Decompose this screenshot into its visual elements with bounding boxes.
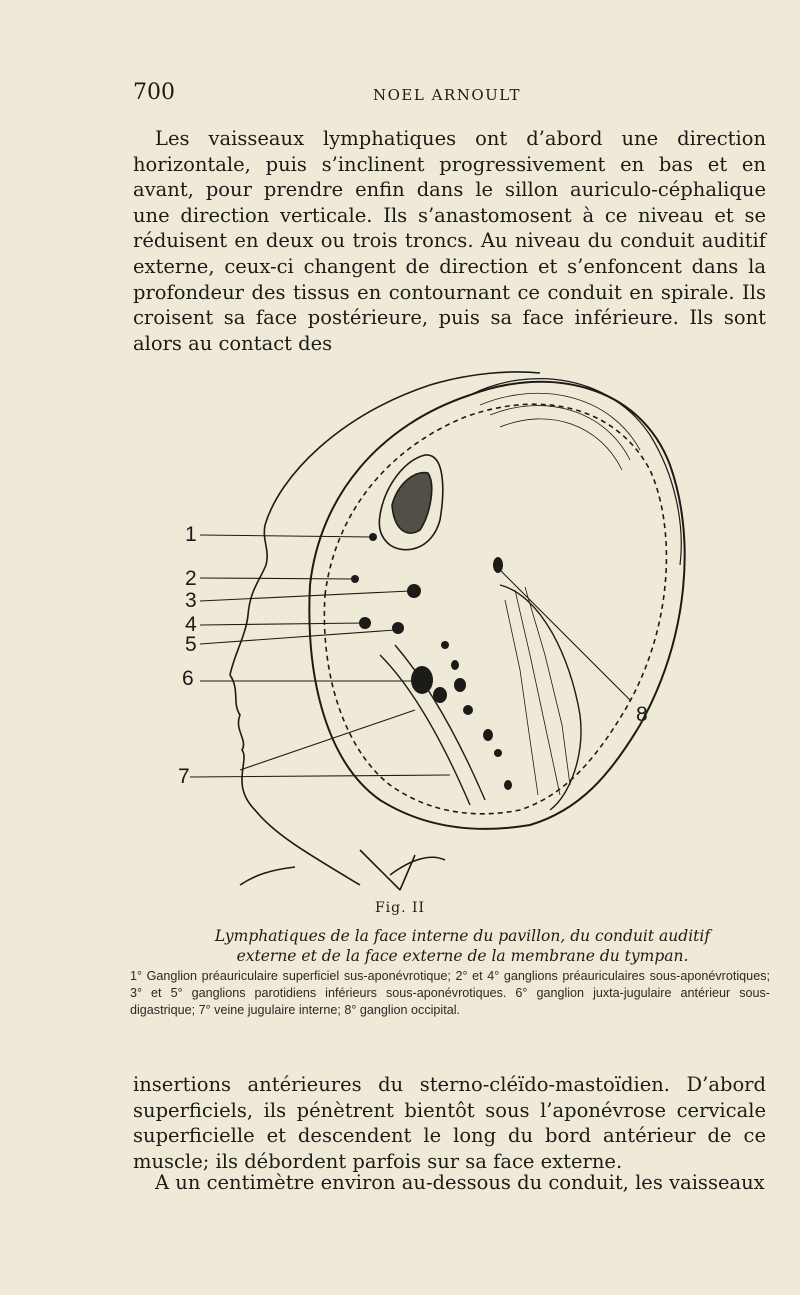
paragraph-3: [133, 1170, 766, 1196]
paragraph-3-text: A un centimètre environ au-dessous du conduit, les vaisseaux: [155, 1171, 765, 1194]
figure-label-1: 1: [185, 523, 197, 546]
figure-label-8: 8: [636, 703, 648, 726]
page-number: 700: [133, 80, 175, 105]
figure-legend: 1° Ganglion préauriculaire superficiel sus-aponévrotique; 2° et 4° ganglions préauriculaires sous-aponévrotiques; 3° et 5° ganglions parotidiens inférieurs sous-aponévrotiques. 6° ganglion juxta-jugulaire antérieur sous-digastrique; 7° veine jugulaire interne; 8° ganglion occipital.: [130, 969, 770, 1017]
figure-label-4: 4: [185, 613, 197, 636]
figure-label-5: 5: [185, 633, 197, 656]
paragraph-1: [133, 126, 766, 356]
figure-label-2: 2: [185, 567, 197, 590]
figure-label-7: 7: [178, 765, 190, 788]
page-header: [133, 80, 763, 110]
paragraph-2: insertions antérieures du sterno-cléïdo-mastoïdien. D’abord superficiels, ils pénètrent bientôt sous l’aponévrose cervicale superficielle et descendent le long du bord antérieur de ce muscle; ils débordent parfois sur sa face externe.: [133, 1073, 766, 1173]
paragraph-1-text: Les vaisseaux lymphatiques ont d’abord une direction horizontale, puis s’inclinent progressivement en bas et en avant, pour prendre enfin dans le sillon auriculo-céphalique une direction verticale. Ils s’anastomosent à ce niveau et se réduisent en deux ou trois troncs. Au niveau du conduit auditif externe, ceux-ci changent de direction et s’enfoncent dans la profondeur des tissus en contournant ce conduit en spirale. Ils croisent sa face postérieure, puis sa face inférieure. Ils sont alors au contact des: [133, 127, 766, 355]
head-ear-illustration: [170, 355, 730, 895]
figure-number: Fig. II: [374, 900, 426, 916]
figure-label-6: 6: [182, 667, 194, 690]
running-title: NOEL ARNOULT: [373, 86, 522, 104]
figure-label-3: 3: [185, 589, 197, 612]
figure-caption-title: Lymphatiques de la face interne du pavillon, du conduit auditif externe et de la face externe de la membrane du tympan.: [214, 927, 711, 965]
anatomical-figure: [170, 355, 730, 895]
